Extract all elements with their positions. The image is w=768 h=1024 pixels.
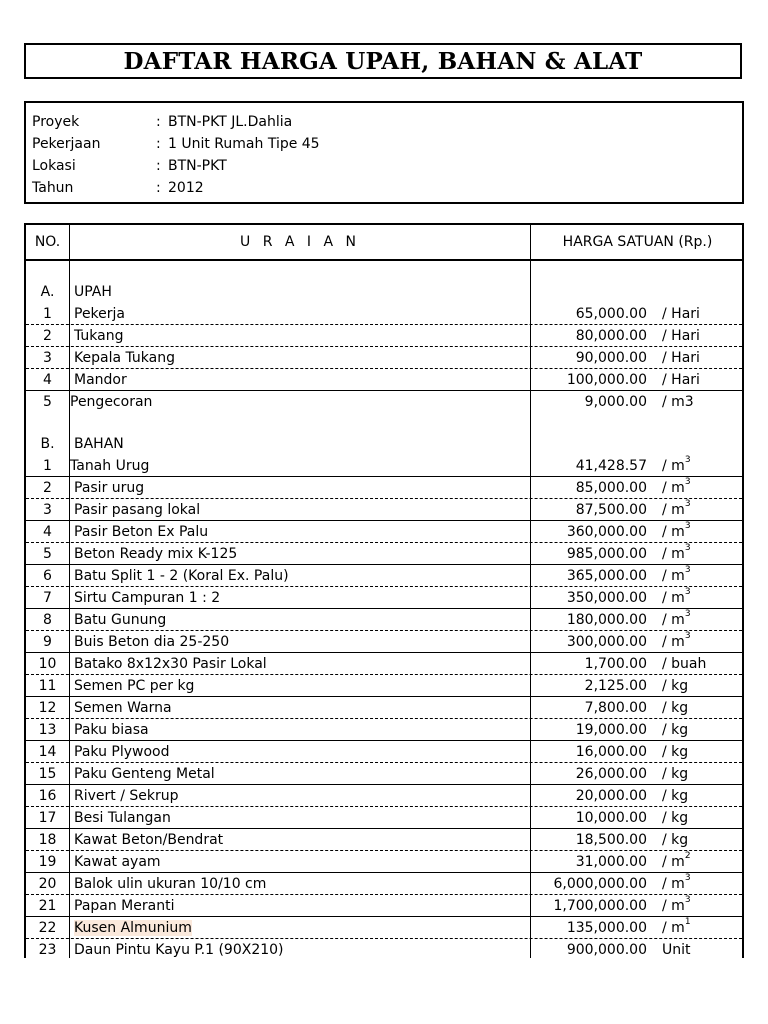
row-unit: / m3 <box>662 394 694 410</box>
info-colon: : <box>156 114 161 130</box>
row-unit: / kg <box>662 744 689 760</box>
row-price: 87,500.00 <box>575 502 647 518</box>
row-price: 365,000.00 <box>566 568 647 584</box>
row-description: Pasir urug <box>74 480 145 496</box>
row-description: Batako 8x12x30 Pasir Lokal <box>74 656 267 672</box>
header-uraian: U R A I A N <box>240 234 360 250</box>
row-unit: / $m^3$ <box>662 587 691 606</box>
header-no: NO. <box>34 234 61 250</box>
row-unit: / $m^3$ <box>662 631 691 650</box>
info-value: 2012 <box>168 180 204 196</box>
row-description: Rivert / Sekrup <box>74 788 179 804</box>
row-price: 135,000.00 <box>566 920 647 936</box>
row-number: 4 <box>43 524 52 540</box>
table-row <box>26 785 742 807</box>
row-price: 6,000,000.00 <box>553 876 647 892</box>
row-description: Semen Warna <box>74 700 172 716</box>
row-description: Sirtu Campuran 1 : 2 <box>74 590 221 606</box>
unit-superscript: 3 <box>684 895 691 906</box>
info-colon: : <box>156 158 161 174</box>
table-row <box>26 895 742 917</box>
row-price: 900,000.00 <box>566 942 647 958</box>
info-row <box>26 133 742 155</box>
table-row <box>26 499 742 521</box>
row-description: Batu Gunung <box>74 612 167 628</box>
info-value: BTN-PKT JL.Dahlia <box>168 114 293 130</box>
unit-superscript: 3 <box>684 521 691 532</box>
unit-superscript: 3 <box>684 543 691 554</box>
row-number: 16 <box>38 788 57 804</box>
info-row <box>26 155 742 177</box>
info-row <box>26 177 742 199</box>
row-unit: / kg <box>662 700 689 716</box>
table-row <box>26 391 742 413</box>
row-unit: / $m^3$ <box>662 477 691 496</box>
info-value: BTN-PKT <box>168 158 227 174</box>
table-row <box>26 325 742 347</box>
unit-superscript: 3 <box>684 873 691 884</box>
row-price: 90,000.00 <box>575 350 647 366</box>
section-letter: B. <box>40 436 55 452</box>
row-description: Paku biasa <box>74 722 149 738</box>
row-unit: / $m^1$ <box>662 917 691 936</box>
row-number: 20 <box>38 876 57 892</box>
info-row <box>26 111 742 133</box>
row-unit: / kg <box>662 678 689 694</box>
unit-superscript: 3 <box>684 477 691 488</box>
row-unit: / $m^2$ <box>662 851 691 870</box>
unit-superscript: 3 <box>684 609 691 620</box>
row-number: 14 <box>38 744 57 760</box>
document-title-box <box>24 43 742 79</box>
row-number: 9 <box>43 634 52 650</box>
row-description: Pekerja <box>74 306 126 322</box>
table-row <box>26 369 742 391</box>
row-description: Balok ulin ukuran 10/10 cm <box>74 876 267 892</box>
table-row <box>26 873 742 895</box>
row-number: 15 <box>38 766 57 782</box>
section-letter: A. <box>40 284 55 300</box>
row-description: Tukang <box>74 328 124 344</box>
row-number: 12 <box>38 700 57 716</box>
table-body <box>26 261 742 961</box>
section-row <box>26 281 742 303</box>
table-row <box>26 521 742 543</box>
unit-superscript: 3 <box>684 455 691 466</box>
row-price: 31,000.00 <box>575 854 647 870</box>
table-row <box>26 851 742 873</box>
row-price: 10,000.00 <box>575 810 647 826</box>
row-unit: / $m^3$ <box>662 609 691 628</box>
table-row <box>26 675 742 697</box>
row-description: Kawat Beton/Bendrat <box>74 832 224 848</box>
row-unit: / $m^3$ <box>662 895 691 914</box>
price-table <box>24 223 744 958</box>
row-price: 85,000.00 <box>575 480 647 496</box>
row-description: Pasir Beton Ex Palu <box>74 524 209 540</box>
table-row <box>26 807 742 829</box>
row-price: 65,000.00 <box>575 306 647 322</box>
row-number: 10 <box>38 656 57 672</box>
row-price: 9,000.00 <box>584 394 647 410</box>
row-number: 3 <box>43 350 52 366</box>
row-description: Pasir pasang lokal <box>74 502 201 518</box>
row-description: Mandor <box>74 372 127 388</box>
row-price: 360,000.00 <box>566 524 647 540</box>
row-price: 18,500.00 <box>575 832 647 848</box>
row-price: 41,428.57 <box>575 458 647 474</box>
unit-superscript: 3 <box>684 499 691 510</box>
row-description: Semen PC per kg <box>74 678 195 694</box>
section-name: BAHAN <box>74 436 124 452</box>
unit-superscript: 3 <box>684 631 691 642</box>
row-description <box>74 917 192 939</box>
table-row <box>26 347 742 369</box>
info-value: 1 Unit Rumah Tipe 45 <box>168 136 320 152</box>
row-price: 19,000.00 <box>575 722 647 738</box>
row-price: 985,000.00 <box>566 546 647 562</box>
row-price: 180,000.00 <box>566 612 647 628</box>
row-description: Paku Plywood <box>74 744 170 760</box>
row-unit: / kg <box>662 832 689 848</box>
info-label: Lokasi <box>32 158 76 174</box>
table-row <box>26 939 742 961</box>
row-number: 7 <box>43 590 52 606</box>
unit-superscript: 3 <box>684 565 691 576</box>
info-label: Tahun <box>32 180 74 196</box>
row-number: 8 <box>43 612 52 628</box>
row-price: 26,000.00 <box>575 766 647 782</box>
row-unit: / $m^3$ <box>662 455 691 474</box>
row-description: Pengecoran <box>70 394 153 410</box>
info-colon: : <box>156 180 161 196</box>
table-row <box>26 719 742 741</box>
row-description: Papan Meranti <box>74 898 175 914</box>
row-price: 350,000.00 <box>566 590 647 606</box>
section-row <box>26 433 742 455</box>
row-number: 1 <box>43 306 52 322</box>
table-row <box>26 543 742 565</box>
table-row <box>26 741 742 763</box>
row-price: 100,000.00 <box>566 372 647 388</box>
row-number: 2 <box>43 480 52 496</box>
row-number: 23 <box>38 942 57 958</box>
row-unit: / kg <box>662 722 689 738</box>
row-number: 5 <box>43 394 52 410</box>
row-unit: / Hari <box>662 372 700 388</box>
table-row <box>26 455 742 477</box>
row-number: 21 <box>38 898 57 914</box>
unit-superscript: 2 <box>684 851 691 862</box>
project-info-box <box>24 101 744 204</box>
row-price: 16,000.00 <box>575 744 647 760</box>
row-unit: / $m^3$ <box>662 873 691 892</box>
row-number: 17 <box>38 810 57 826</box>
row-unit: / kg <box>662 810 689 826</box>
row-unit: / kg <box>662 766 689 782</box>
document-title: DAFTAR HARGA UPAH, BAHAN & ALAT <box>123 47 643 75</box>
spacer-row <box>26 261 742 281</box>
row-unit: / $m^3$ <box>662 543 691 562</box>
row-number: 11 <box>38 678 57 694</box>
row-number: 4 <box>43 372 52 388</box>
row-unit: / $m^3$ <box>662 499 691 518</box>
table-row <box>26 917 742 939</box>
info-colon: : <box>156 136 161 152</box>
info-label: Pekerjaan <box>32 136 101 152</box>
row-unit: / buah <box>662 656 707 672</box>
row-number: 5 <box>43 546 52 562</box>
row-number: 13 <box>38 722 57 738</box>
table-row <box>26 303 742 325</box>
table-row <box>26 829 742 851</box>
info-label: Proyek <box>32 114 80 130</box>
row-unit: / Hari <box>662 328 700 344</box>
table-row <box>26 653 742 675</box>
row-price: 80,000.00 <box>575 328 647 344</box>
table-row <box>26 609 742 631</box>
row-number: 3 <box>43 502 52 518</box>
row-price: 20,000.00 <box>575 788 647 804</box>
row-unit: Unit <box>662 942 691 958</box>
unit-superscript: 1 <box>684 917 691 928</box>
row-number: 1 <box>43 458 52 474</box>
row-description: Beton Ready mix K-125 <box>74 546 238 562</box>
table-row <box>26 697 742 719</box>
row-price: 1,700.00 <box>584 656 647 672</box>
row-unit: / kg <box>662 788 689 804</box>
row-price: 7,800.00 <box>584 700 647 716</box>
row-description: Tanah Urug <box>70 458 150 474</box>
table-row <box>26 631 742 653</box>
table-row <box>26 763 742 785</box>
row-unit: / $m^3$ <box>662 521 691 540</box>
unit-superscript: 3 <box>684 587 691 598</box>
row-number: 6 <box>43 568 52 584</box>
row-description: Batu Split 1 - 2 (Koral Ex. Palu) <box>74 568 289 584</box>
row-number: 18 <box>38 832 57 848</box>
header-harga-satuan: HARGA SATUAN (Rp.) <box>562 234 713 250</box>
row-description: Paku Genteng Metal <box>74 766 215 782</box>
table-row <box>26 477 742 499</box>
row-description-text: Kusen Almunium <box>74 920 192 936</box>
row-number: 19 <box>38 854 57 870</box>
row-price: 300,000.00 <box>566 634 647 650</box>
row-description: Daun Pintu Kayu P.1 (90X210) <box>74 942 284 958</box>
row-unit: / Hari <box>662 306 700 322</box>
row-description: Besi Tulangan <box>74 810 171 826</box>
row-description: Buis Beton dia 25-250 <box>74 634 230 650</box>
row-price: 2,125.00 <box>584 678 647 694</box>
row-number: 2 <box>43 328 52 344</box>
row-unit: / Hari <box>662 350 700 366</box>
table-row <box>26 565 742 587</box>
table-row <box>26 587 742 609</box>
row-description: Kepala Tukang <box>74 350 175 366</box>
section-name: UPAH <box>74 284 112 300</box>
spacer-row <box>26 413 742 433</box>
row-unit: / $m^3$ <box>662 565 691 584</box>
row-description: Kawat ayam <box>74 854 161 870</box>
row-number: 22 <box>38 920 57 936</box>
row-price: 1,700,000.00 <box>553 898 647 914</box>
